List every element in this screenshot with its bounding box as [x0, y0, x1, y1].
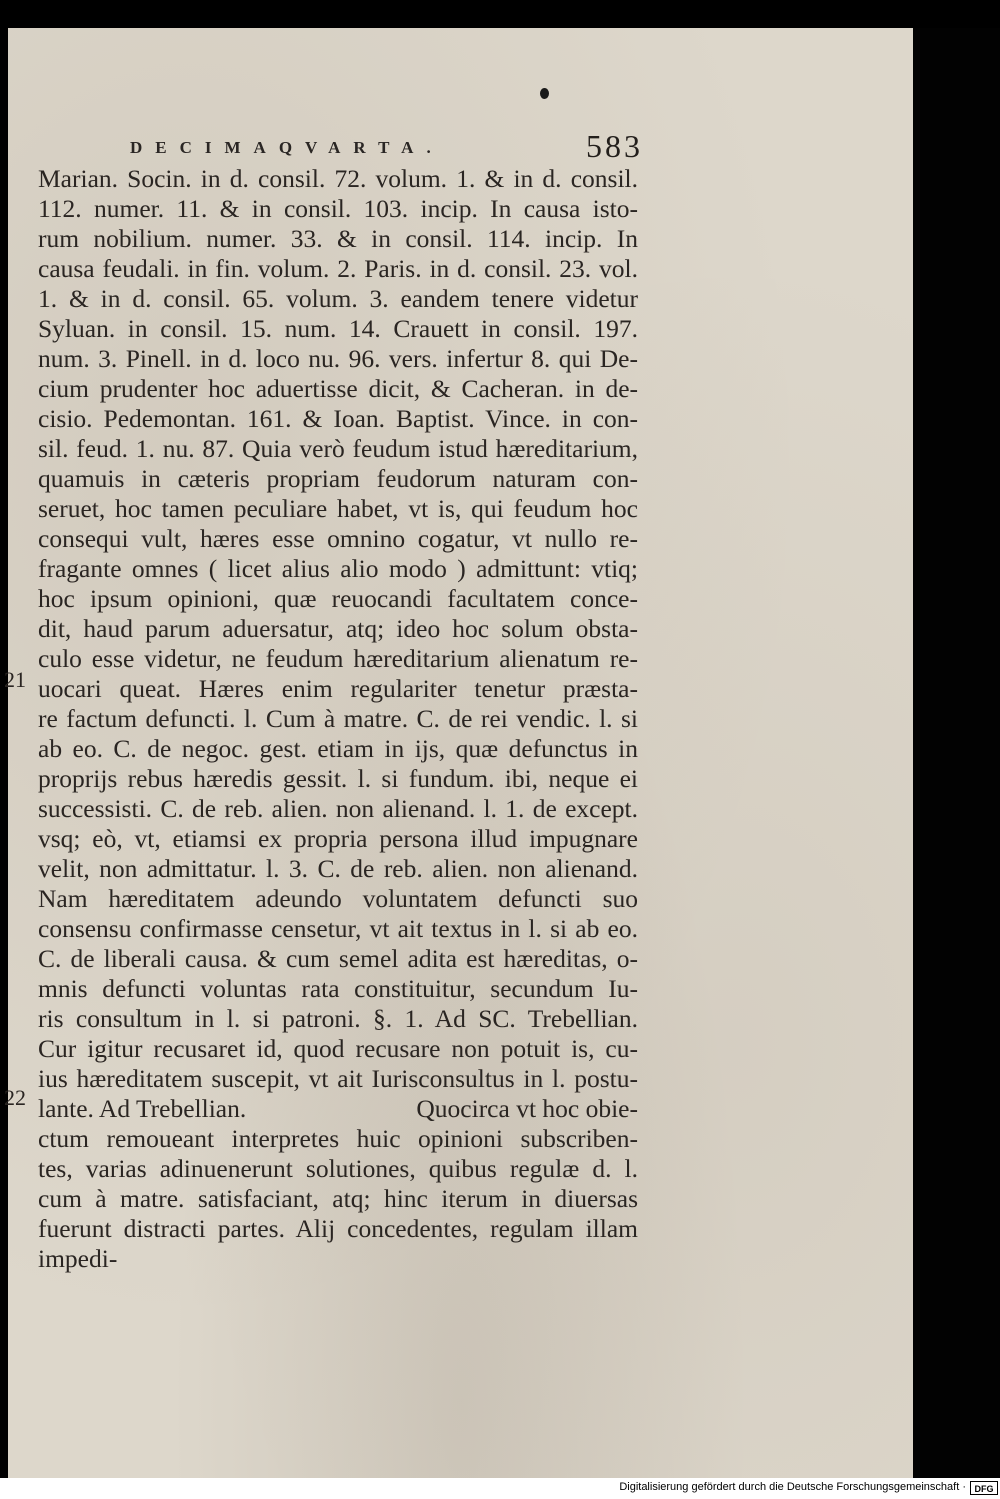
text-line: quamuis in cæteris propriam feudorum naturam con- — [38, 464, 638, 493]
text-line-part: lante. Ad Trebellian. — [38, 1094, 247, 1123]
text-line: rum nobilium. numer. 33. & in consil. 114. incip. In — [38, 224, 638, 253]
text-line: ab eo. C. de negoc. gest. etiam in ijs, quæ defunctus in — [38, 734, 638, 763]
text-line: uocari queat. Hæres enim regulariter tenetur præsta- — [38, 674, 638, 703]
text-line: fragante omnes ( licet alius alio modo ) admittunt: vtiq; — [38, 554, 638, 583]
footer-bar — [0, 1478, 1000, 1499]
text-line: ius hæreditatem suscepit, vt ait Iurisconsultus in l. postu- — [38, 1064, 638, 1093]
text-line: seruet, hoc tamen peculiare habet, vt is, qui feudum hoc — [38, 494, 638, 523]
text-line: C. de liberali causa. & cum semel adita est hæreditas, o- — [38, 944, 638, 973]
text-line: Syluan. in consil. 15. num. 14. Crauett in consil. 197. — [38, 314, 638, 343]
text-line: consensu confirmasse censetur, vt ait textus in l. si ab eo. — [38, 914, 638, 943]
text-line: proprijs rebus hæredis gessit. l. si fundum. ibi, neque ei — [38, 764, 638, 793]
text-line: Nam hæreditatem adeundo voluntatem defuncti suo — [38, 884, 638, 913]
ink-dot — [540, 88, 549, 99]
text-line — [38, 1094, 638, 1124]
text-line: cium prudenter hoc aduertisse dicit, & Cacheran. in de- — [38, 374, 638, 403]
text-line: impedi- — [38, 1244, 118, 1273]
text-line: mnis defuncti voluntas rata constituitur, secundum Iu- — [38, 974, 638, 1003]
text-line-part: Quocirca vt hoc obie- — [416, 1094, 638, 1123]
text-line: consequi vult, hæres esse omnino cogatur, vt nullo re- — [38, 524, 638, 553]
text-line: vsq; eò, vt, etiamsi ex propria persona illud impugnare — [38, 824, 638, 853]
text-line: 112. numer. 11. & in consil. 103. incip. In causa isto- — [38, 194, 638, 223]
text-line: re factum defuncti. l. Cum à matre. C. de rei vendic. l. si — [38, 704, 638, 733]
text-line: cisio. Pedemontan. 161. & Ioan. Baptist. Vince. in con- — [38, 404, 638, 433]
text-line: ctum remoueant interpretes huic opinioni subscriben- — [38, 1124, 638, 1153]
margin-note: 22 — [4, 1085, 26, 1110]
dfg-logo-icon: DFG — [970, 1481, 998, 1495]
text-line: tes, varias adinuenerunt solutiones, quibus regulæ d. l. — [38, 1154, 638, 1183]
scan-background — [913, 28, 1000, 1478]
text-line: fuerunt distracti partes. Alij concedentes, regulam illam — [38, 1214, 638, 1243]
page-number: 583 — [586, 128, 643, 164]
text-line: causa feudali. in fin. volum. 2. Paris. in d. consil. 23. vol. — [38, 254, 638, 283]
body-text — [38, 164, 638, 1304]
text-line: ris consultum in l. si patroni. §. 1. Ad SC. Trebellian. — [38, 1004, 638, 1033]
text-line: sil. feud. 1. nu. 87. Quia verò feudum istud hæreditarium, — [38, 434, 638, 463]
catchword — [38, 1274, 638, 1304]
text-line: Cur igitur recusaret id, quod recusare non potuit is, cu- — [38, 1034, 638, 1063]
text-line: cum à matre. satisfaciant, atq; hinc iterum in diuersas — [38, 1184, 638, 1213]
text-line: culo esse videtur, ne feudum hæreditarium alienatum re- — [38, 644, 638, 673]
running-head: DECIMAQVARTA. — [130, 138, 444, 157]
text-line: num. 3. Pinell. in d. loco nu. 96. vers. infertur 8. qui De- — [38, 344, 638, 373]
text-line: successisti. C. de reb. alien. non alienand. l. 1. de except. — [38, 794, 638, 823]
text-line: Marian. Socin. in d. consil. 72. volum. 1. & in d. consil. — [38, 164, 638, 193]
text-line: hoc ipsum opinioni, quæ reuocandi facultatem conce- — [38, 584, 638, 613]
text-line: dit, haud parum aduersatur, atq; ideo hoc solum obsta- — [38, 614, 638, 643]
text-line: velit, non admittatur. l. 3. C. de reb. alien. non alienand. — [38, 854, 638, 883]
text-line: 1. & in d. consil. 65. volum. 3. eandem tenere videtur — [38, 284, 638, 313]
margin-note: 21 — [4, 667, 26, 692]
footer-credit: Digitalisierung gefördert durch die Deutsche Forschungsgemeinschaft · — [619, 1481, 966, 1493]
